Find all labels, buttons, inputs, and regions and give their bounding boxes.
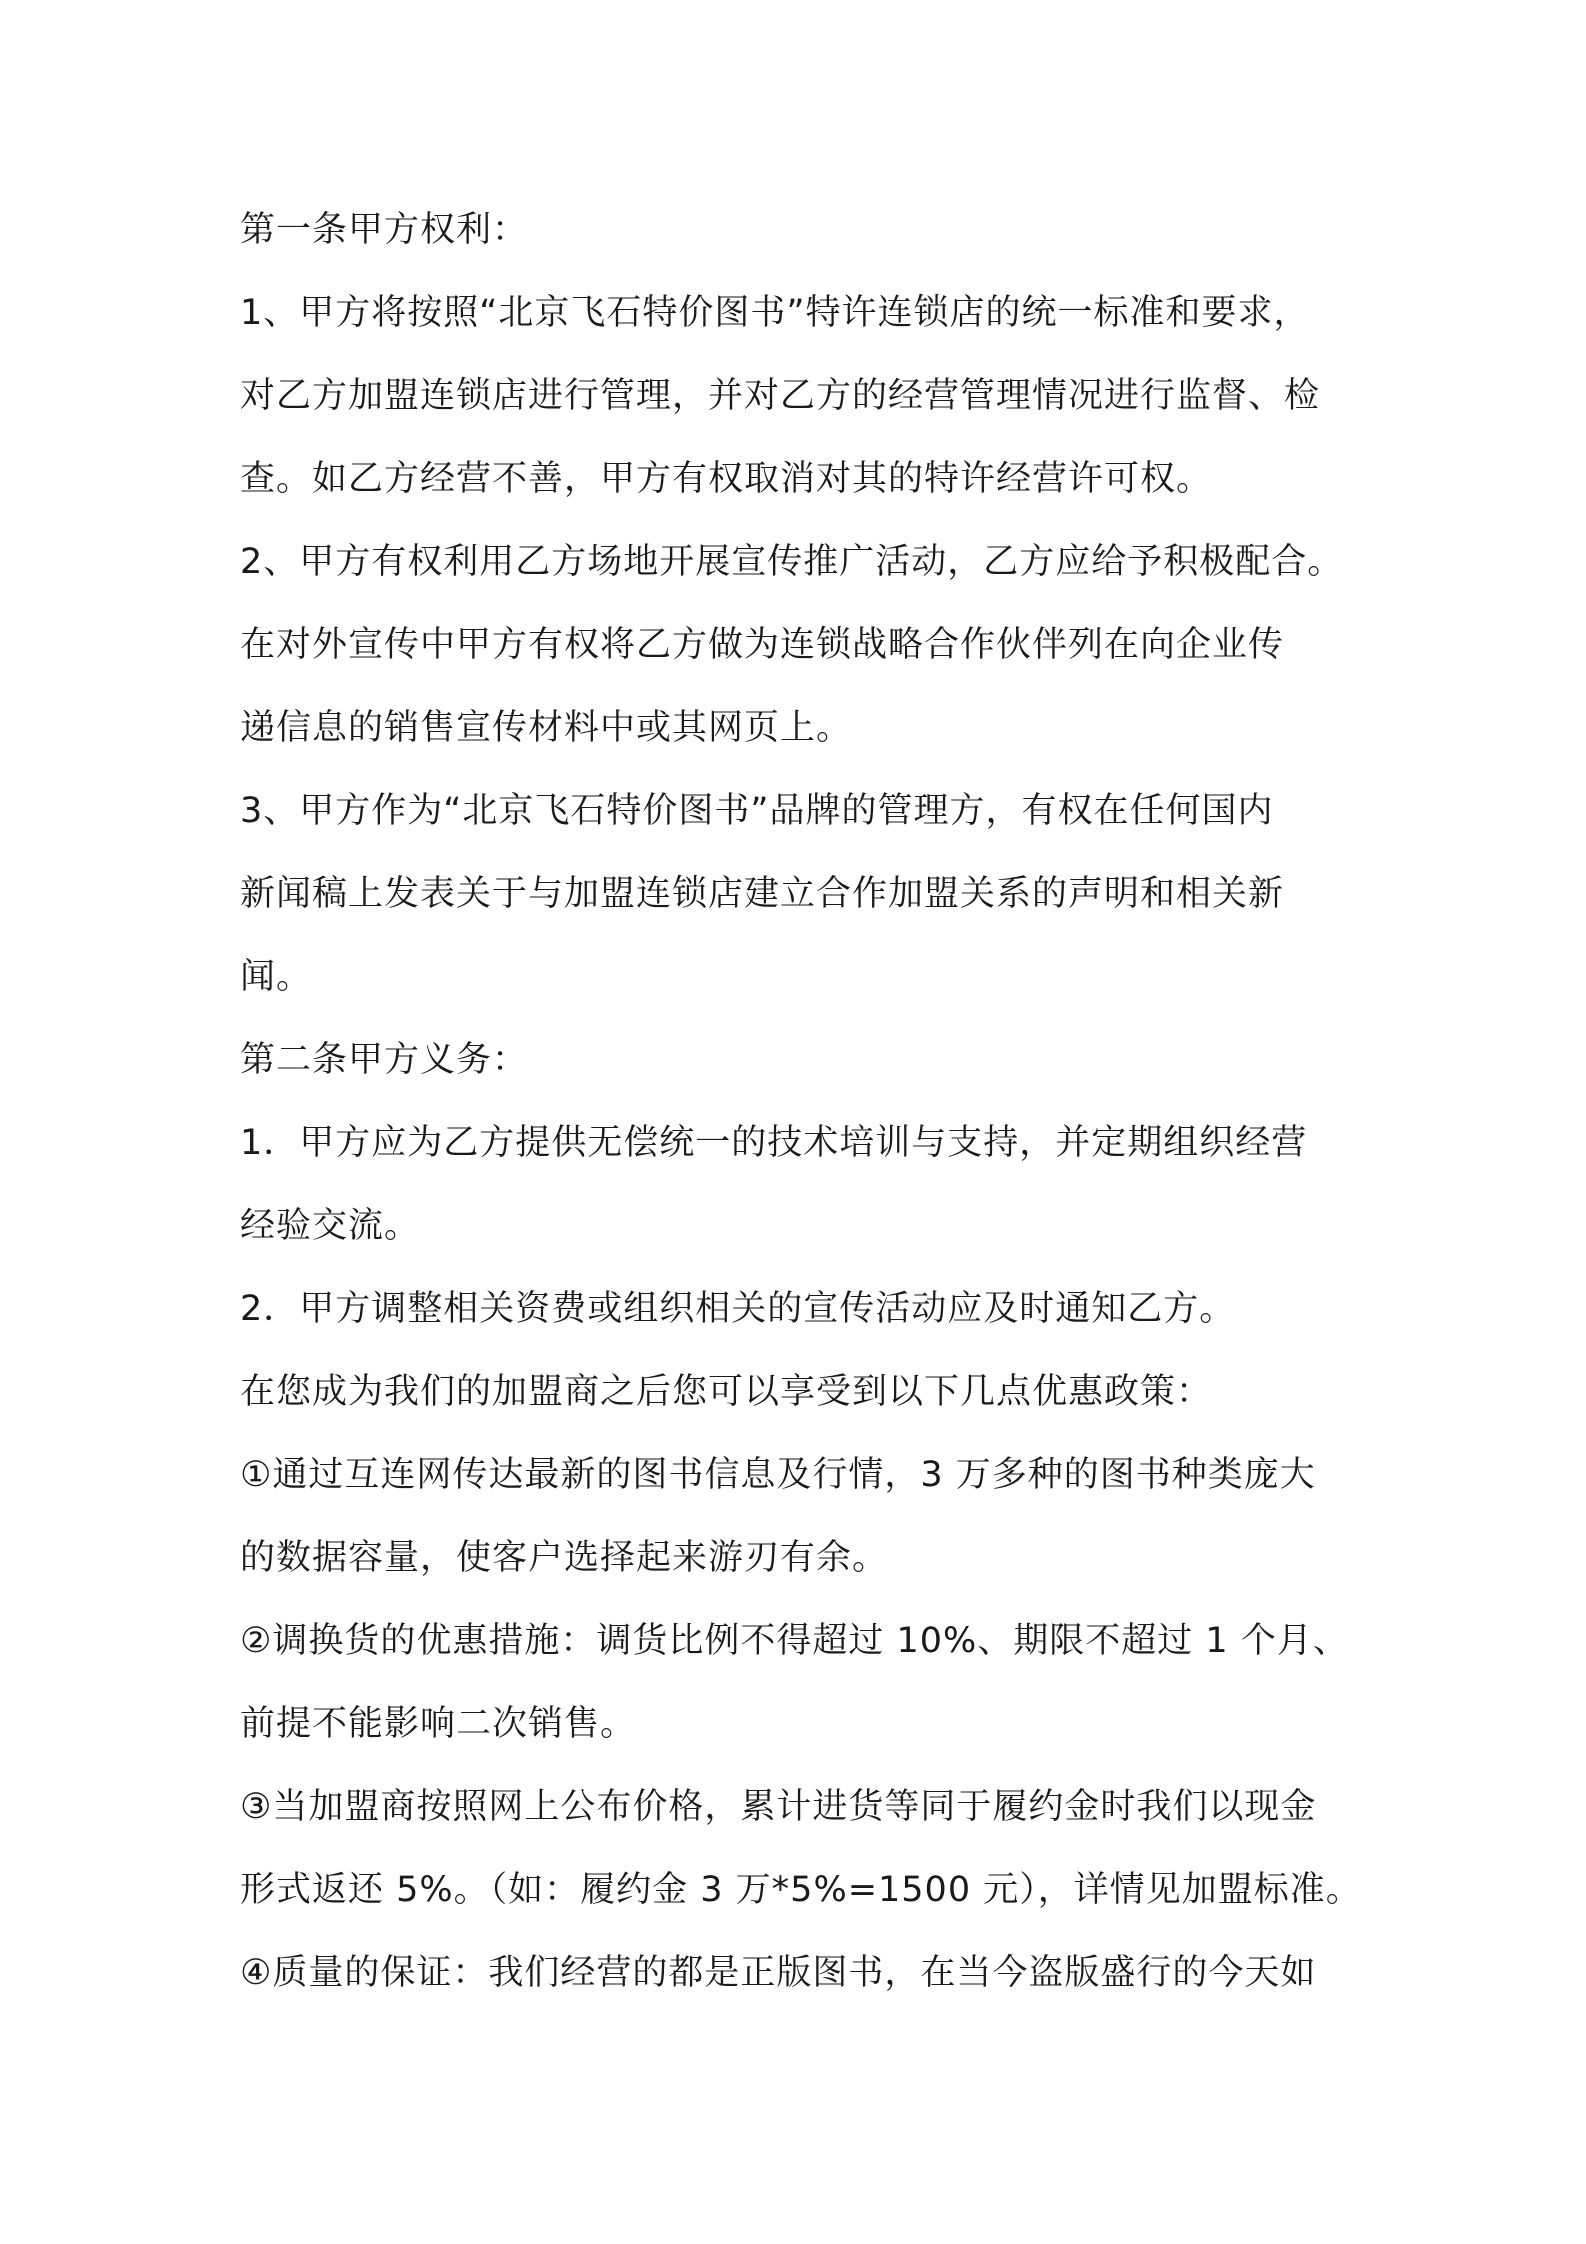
paragraph-line: ③当加盟商按照网上公布价格，累计进货等同于履约金时我们以现金: [240, 1787, 1317, 1827]
paragraph-line: 前提不能影响二次销售。: [240, 1704, 637, 1744]
paragraph-line: 2、甲方有权利用乙方场地开展宣传推广活动，乙方应给予积极配合。: [240, 542, 1344, 582]
heading-party-a-rights: 第一条甲方权利：: [240, 210, 529, 250]
paragraph-line: 查。如乙方经营不善，甲方有权取消对其的特许经营许可权。: [240, 459, 1213, 499]
paragraph-line: 经验交流。: [240, 1206, 421, 1246]
paragraph-line: 3、甲方作为“北京飞石特价图书”品牌的管理方，有权在任何国内: [240, 791, 1274, 831]
paragraph-line: ④质量的保证：我们经营的都是正版图书，在当今盗版盛行的今天如: [240, 1953, 1317, 1993]
paragraph-line: 新闻稿上发表关于与加盟连锁店建立合作加盟关系的声明和相关新: [240, 874, 1285, 914]
paragraph-line: 在您成为我们的加盟商之后您可以享受到以下几点优惠政策：: [240, 1372, 1213, 1412]
paragraph-line: 在对外宣传中甲方有权将乙方做为连锁战略合作伙伴列在向企业传: [240, 625, 1285, 665]
paragraph-line: ②调换货的优惠措施：调货比例不得超过 10%、期限不超过 1 个月、: [240, 1621, 1349, 1661]
paragraph-line: 对乙方加盟连锁店进行管理，并对乙方的经营管理情况进行监督、检: [240, 376, 1321, 416]
paragraph-line: ①通过互连网传达最新的图书信息及行情，3 万多种的图书种类庞大: [240, 1455, 1316, 1495]
heading-party-a-obligations: 第二条甲方义务：: [240, 1040, 529, 1080]
paragraph-line: 递信息的销售宣传材料中或其网页上。: [240, 708, 853, 748]
paragraph-line: 的数据容量，使客户选择起来游刃有余。: [240, 1538, 889, 1578]
paragraph-line: 1、甲方将按照“北京飞石特价图书”特许连锁店的统一标准和要求，: [240, 293, 1310, 333]
paragraph-line: 2．甲方调整相关资费或组织相关的宣传活动应及时通知乙方。: [240, 1289, 1236, 1329]
paragraph-line: 形式返还 5%。（如：履约金 3 万*5%=1500 元），详情见加盟标准。: [240, 1870, 1362, 1910]
paragraph-line: 1．甲方应为乙方提供无偿统一的技术培训与支持，并定期组织经营: [240, 1123, 1308, 1163]
paragraph-line: 闻。: [240, 957, 313, 997]
